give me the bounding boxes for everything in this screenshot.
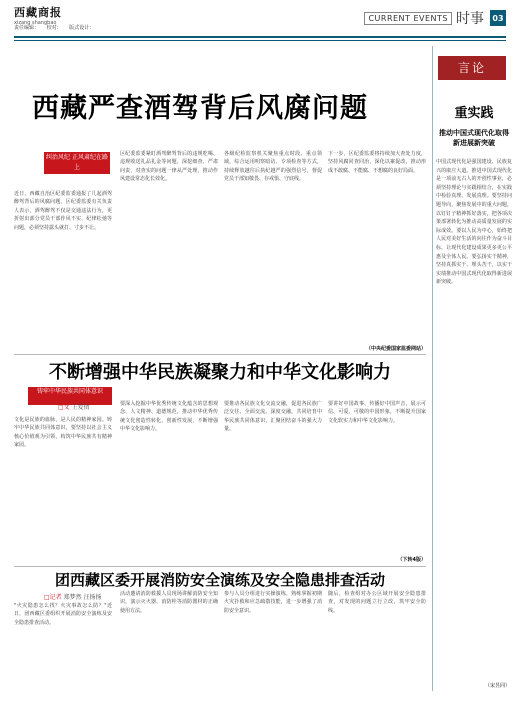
article3-byline	[44, 592, 102, 601]
masthead-logo-en: xizang shangbao	[14, 20, 57, 26]
section-name-en: CURRENT EVENTS	[364, 12, 452, 25]
article3-column-1: "火灾隐患怎么找？火灾事故怎么防？"近日，团西藏区委组织开展消防安全演练及安全隐患排查活动。	[14, 603, 112, 626]
article2-column-4: 要讲好中国故事、传播好中国声音，展示可信、可爱、可敬的中国形象，不断提升国家文化软实力和中华文化影响力。	[328, 401, 426, 424]
byline-author: 王爱倩	[71, 404, 90, 411]
commentary-title: 重实践	[454, 106, 494, 121]
article3-headline: 团西藏区委开展消防安全演练及安全隐患排查活动	[54, 571, 385, 589]
article2-continue-note: （下转4版）	[397, 557, 426, 563]
article1-column-2: 区纪委监委紧盯酒驾醉驾背后的违规吃喝、违规收送礼品礼金等问题，深挖细查、严肃问责，对查实的问题一律从严处理，推动作风建设常态化长效化。	[120, 151, 218, 183]
editor-label: 责任编辑：	[14, 25, 40, 31]
header-rule	[14, 36, 506, 38]
article2-column-2: 要深入挖掘中华优秀传统文化蕴含的思想观念、人文精神、道德规范，推动中华优秀传统文化创造性转化、创新性发展，不断增强中华文化影响力。	[120, 401, 218, 433]
section-header	[364, 6, 506, 30]
article3-column-2: 活动邀请消防救援人员现场讲解消防安全知识，演示灭火器、消防栓等消防器材的正确使用方法。	[120, 591, 218, 614]
commentary-subtitle: 推动中国式现代化取得新进展新突破	[439, 128, 509, 147]
editor-meta	[14, 24, 100, 31]
section-name-cn: 时事	[456, 11, 484, 27]
article1-column-1: 近日，西藏自治区纪委监委通报了几起酒驾醉驾背后的风腐问题。区纪委监委有关负责人表示，酒驾醉驾不仅是交通违法行为，更折射出部分党员干部作风不实、纪律松弛等问题，必须坚持露头就打、寸步不让。	[14, 191, 112, 231]
masthead-logo: 西藏商报	[14, 6, 62, 19]
article1-headline: 西藏严查酒驾背后风腐问题	[32, 93, 368, 124]
commentary-body: 中国式现代化是强国建设、民族复兴的康庄大道。推进中国式现代化是一项前无古人的开创性事业，必须坚持理论与实践相结合，在实践中检验真理、发展真理。要坚持问题导向，聚焦发展中的重大问题，以钉钉子精神抓好落实，把各项决策部署转化为推动高质量发展的实际成效。要以人民为中心，始终把人民对美好生活的向往作为奋斗目标，让现代化建设成果更多更公平惠及全体人民。要弘扬实干精神，坚持真抓实干、埋头苦干，以实干实绩推动中国式现代化取得新进展新突破。	[436, 159, 512, 286]
article-divider-1	[14, 354, 426, 355]
commentary-section-label: 言论	[438, 56, 506, 80]
article1-source-note: （中央纪委国家监委网站）	[365, 346, 426, 352]
commentary-author: （宋昱同）	[484, 683, 510, 689]
article2-ribbon: 铸牢中华民族共同体意识	[28, 387, 112, 405]
sidebar-divider	[432, 46, 433, 691]
page-number: 03	[490, 10, 506, 26]
header-rule-thin	[14, 40, 506, 41]
article2-column-3: 要推动各民族文化交流交融，促进各民族广泛交往、全面交流、深度交融，共同培育中华民族共同体意识，汇聚团结奋斗的强大力量。	[224, 401, 322, 433]
byline-label: □记者	[44, 594, 62, 601]
article3-column-3: 参与人员分组进行实操演练，熟练掌握初期火灾扑救和应急疏散技能，进一步增强了消防安全意识。	[224, 591, 322, 614]
proof-label: 校对：	[46, 25, 62, 31]
article2-column-1: 文化是民族的血脉，是人民的精神家园。铸牢中华民族共同体意识，要坚持以社会主义核心价值观为引领，构筑中华民族共有精神家园。	[14, 417, 112, 449]
article3-column-4: 随后，检查组对办公区域开展安全隐患排查，对发现的问题立行立改，筑牢安全防线。	[328, 591, 426, 614]
article1-column-4: 下一步，区纪委监委将持续加大查处力度，坚持风腐同查同治，深化以案促改，推动形成不敢腐、不能腐、不想腐的良好局面。	[328, 151, 426, 174]
article2-headline: 不断增强中华民族凝聚力和中华文化影响力	[49, 362, 391, 383]
byline-author: 郑梦然 汪扬扬	[63, 594, 102, 601]
byline-label: □文	[58, 404, 70, 411]
article1-column-3: 各级纪检监察机关聚焦重点时段、重点领域，综合运用明察暗访、专项检查等方式，持续释放越往后执纪越严的强烈信号，督促党员干部知敬畏、存戒惧、守底线。	[224, 151, 322, 183]
article2-byline	[58, 402, 90, 411]
article1-ribbon: 纠治风纪 正风肃纪在路上	[44, 152, 110, 174]
article-divider-2	[14, 566, 426, 567]
design-label: 版式设计：	[69, 25, 95, 31]
